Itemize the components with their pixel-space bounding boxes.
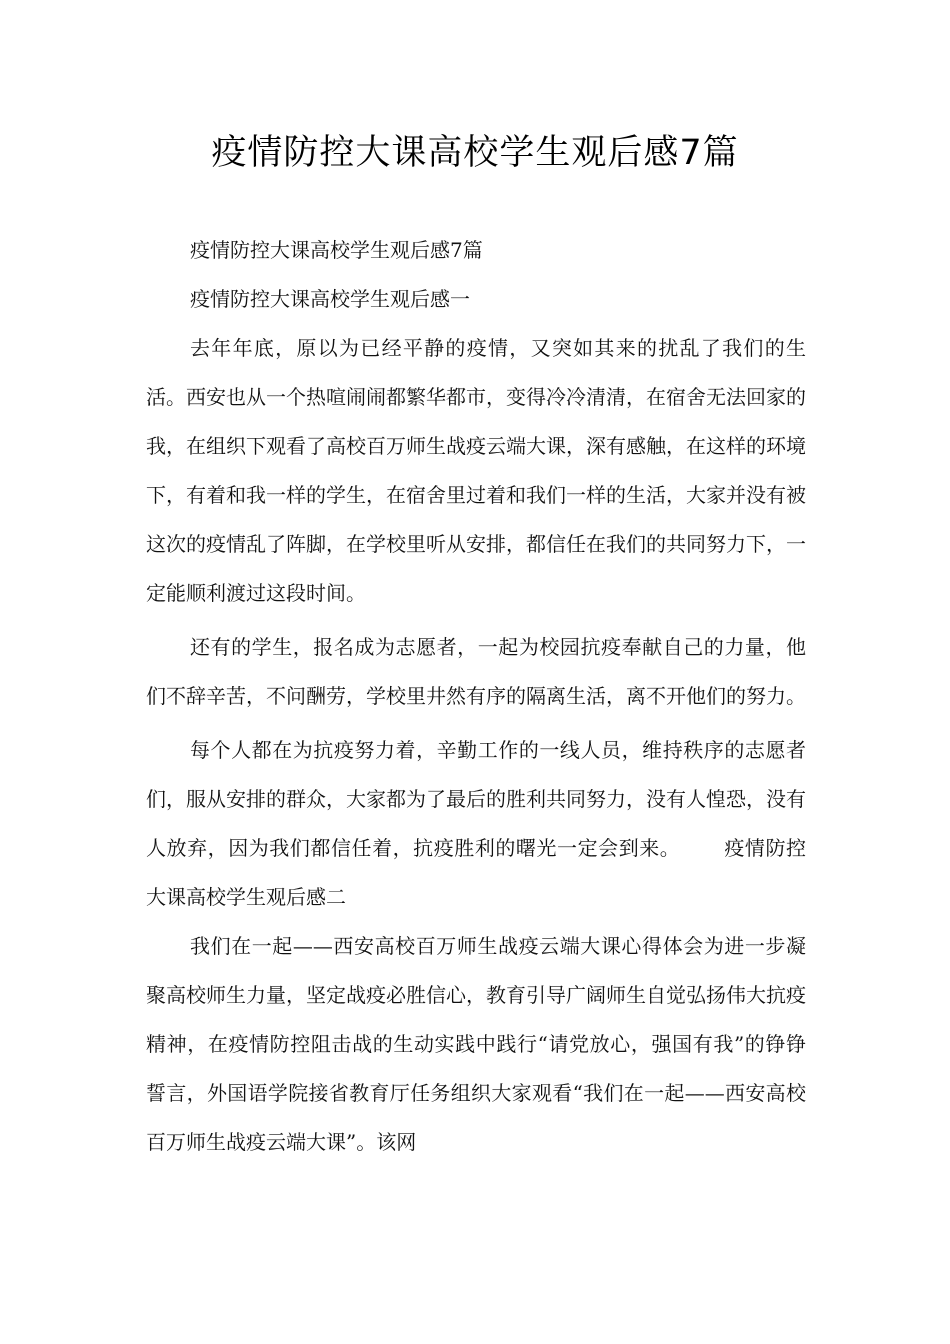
paragraph-4: 我们在一起——西安高校百万师生战疫云端大课心得体会为进一步凝聚高校师生力量，坚定战疫必胜信心，教育引导广阔师生自觉弘扬伟大抗疫精神，在疫情防控阻击战的生动实践中践行“请党放心，强国有我”的铮铮誓言，外国语学院接省教育厅任务组织大家观看“我们在一起——西安高校百万师生战疫云端大课”。该网 <box>146 934 806 1154</box>
paragraph-2: 还有的学生，报名成为志愿者，一起为校园抗疫奉献自己的力量，他们不辞辛苦，不问酬劳，学校里井然有序的隔离生活，离不开他们的努力。 <box>146 635 806 708</box>
section-two-heading: 疫情防控大课高校学生观后感二 <box>146 836 807 909</box>
paragraph-3-text: 每个人都在为抗疫努力着，辛勤工作的一线人员，维持秩序的志愿者们，服从安排的群众，大家都为了最后的胜利共同努力，没有人惶恐，没有人放弃，因为我们都信任着，抗疫胜利的曙光一定会到来。 <box>146 738 806 860</box>
document-subtitle: 疫情防控大课高校学生观后感7篇 <box>190 238 483 262</box>
paragraph-3 <box>146 726 806 922</box>
document-body <box>146 226 806 1167</box>
section-one-heading: 疫情防控大课高校学生观后感一 <box>190 287 470 311</box>
document-title: 疫情防控大课高校学生观后感7篇 <box>211 133 739 173</box>
paragraph-1: 去年年底，原以为已经平静的疫情，又突如其来的扰乱了我们的生活。西安也从一个热喧闹闹都繁华都市，变得冷冷清清，在宿舍无法回家的我，在组织下观看了高校百万师生战疫云端大课，深有感触，在这样的环境下，有着和我一样的学生，在宿舍里过着和我们一样的生活，大家并没有被这次的疫情乱了阵脚，在学校里听从安排，都信任在我们的共同努力下，一定能顺利渡过这段时间。 <box>146 336 806 605</box>
